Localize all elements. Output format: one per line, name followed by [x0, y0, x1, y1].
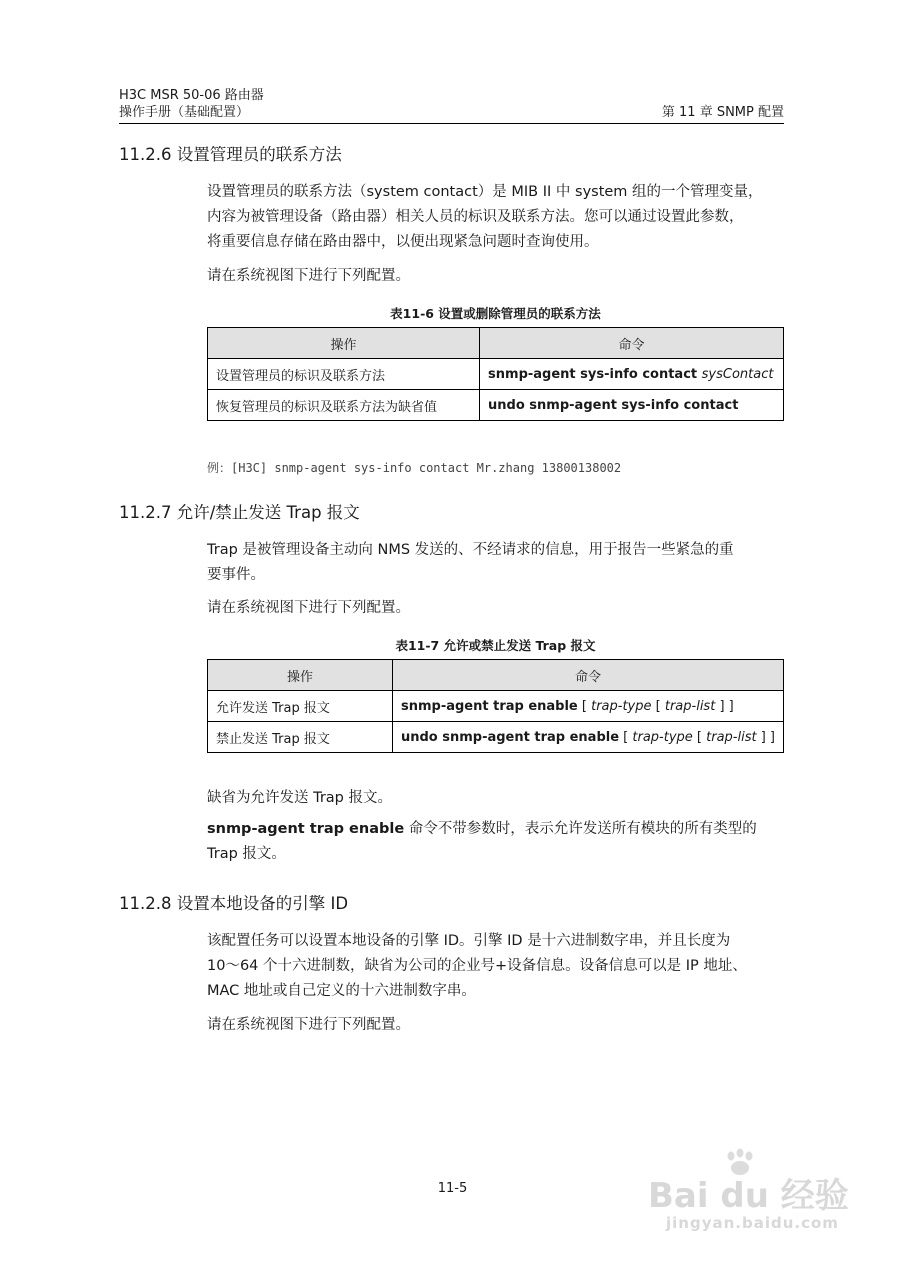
table-header-cell: 操作 [208, 660, 393, 691]
table-header-row [208, 660, 784, 691]
section1-paragraph-line: 设置管理员的联系方法（system contact）是 MIB II 中 system 组的一个管理变量， [207, 184, 763, 200]
table-11-7 [207, 659, 784, 753]
header-manual: 操作手册（基础配置） [119, 105, 250, 120]
table-header-row [208, 328, 784, 359]
table-header-cell: 操作 [208, 328, 480, 359]
table-cell-command: snmp-agent sys-info contact sysContact [480, 359, 784, 390]
header-rule [119, 123, 784, 124]
table-11-6 [207, 327, 784, 421]
watermark-url: jingyan.baidu.com [666, 1214, 839, 1232]
table-11-7-caption: 表11-7 允许或禁止发送 Trap 报文 [395, 638, 596, 653]
section3-paragraph-line: MAC 地址或自己定义的十六进制数字串。 [207, 983, 476, 999]
section2-paragraph-line: Trap 是被管理设备主动向 NMS 发送的、不经请求的信息，用于报告一些紧急的重 [207, 542, 734, 558]
table-cell-command: undo snmp-agent sys-info contact [480, 390, 784, 421]
section2-paragraph [207, 538, 784, 588]
section-title-11-2-8: 11.2.8 设置本地设备的引擎 ID [119, 894, 349, 913]
trap-enable-command: snmp-agent trap enable [207, 821, 405, 837]
trap-enable-note: snmp-agent trap enable 命令不带参数时，表示允许发送所有模块的所有类型的 Trap 报文。 [207, 821, 757, 862]
trap-default-note: 缺省为允许发送 Trap 报文。 [207, 790, 392, 806]
table-row [208, 691, 784, 722]
section3-paragraph-line: 该配置任务可以设置本地设备的引擎 ID。引擎 ID 是十六进制数字串，并且长度为 [207, 933, 731, 949]
section1-paragraph [207, 180, 784, 255]
table-header-cell: 命令 [480, 328, 784, 359]
table-cell-operation: 禁止发送 Trap 报文 [208, 722, 393, 753]
section2-instruction: 请在系统视图下进行下列配置。 [207, 600, 410, 616]
section1-paragraph-line: 将重要信息存储在路由器中，以便出现紧急问题时查询使用。 [207, 234, 599, 250]
table-row [208, 722, 784, 753]
section3-instruction: 请在系统视图下进行下列配置。 [207, 1017, 410, 1033]
table-11-6-caption: 表11-6 设置或删除管理员的联系方法 [390, 306, 601, 321]
table-cell-operation: 允许发送 Trap 报文 [208, 691, 393, 722]
table-row [208, 359, 784, 390]
watermark-brand: Bai du 经验 [648, 1176, 849, 1216]
section3-paragraph [207, 929, 784, 1004]
section2-paragraph-line: 要事件。 [207, 567, 265, 583]
header-product: H3C MSR 50-06 路由器 [119, 88, 264, 103]
table-header-cell: 命令 [392, 660, 783, 691]
page-number: 11-5 [437, 1181, 468, 1196]
table-cell-operation: 恢复管理员的标识及联系方法为缺省值 [208, 390, 480, 421]
table-cell-command: snmp-agent trap enable [ trap-type [ trap-list ] ] [392, 691, 783, 722]
table-row [208, 390, 784, 421]
header-chapter: 第 11 章 SNMP 配置 [661, 105, 784, 120]
section3-paragraph-line: 10～64 个十六进制数，缺省为公司的企业号+设备信息。设备信息可以是 IP 地址、 [207, 958, 747, 974]
command-argument: sysContact [701, 366, 774, 382]
section-title-11-2-7: 11.2.7 允许/禁止发送 Trap 报文 [119, 503, 360, 522]
table-cell-operation: 设置管理员的标识及联系方法 [208, 359, 480, 390]
section1-instruction: 请在系统视图下进行下列配置。 [207, 268, 410, 284]
section-title-11-2-6: 11.2.6 设置管理员的联系方法 [119, 145, 342, 164]
example-line: 例：[H3C] snmp-agent sys-info contact Mr.zhang 13800138002 [207, 461, 622, 475]
section1-paragraph-line: 内容为被管理设备（路由器）相关人员的标识及联系方法。您可以通过设置此参数， [207, 209, 744, 225]
table-cell-command: undo snmp-agent trap enable [ trap-type [ trap-list ] ] [392, 722, 783, 753]
